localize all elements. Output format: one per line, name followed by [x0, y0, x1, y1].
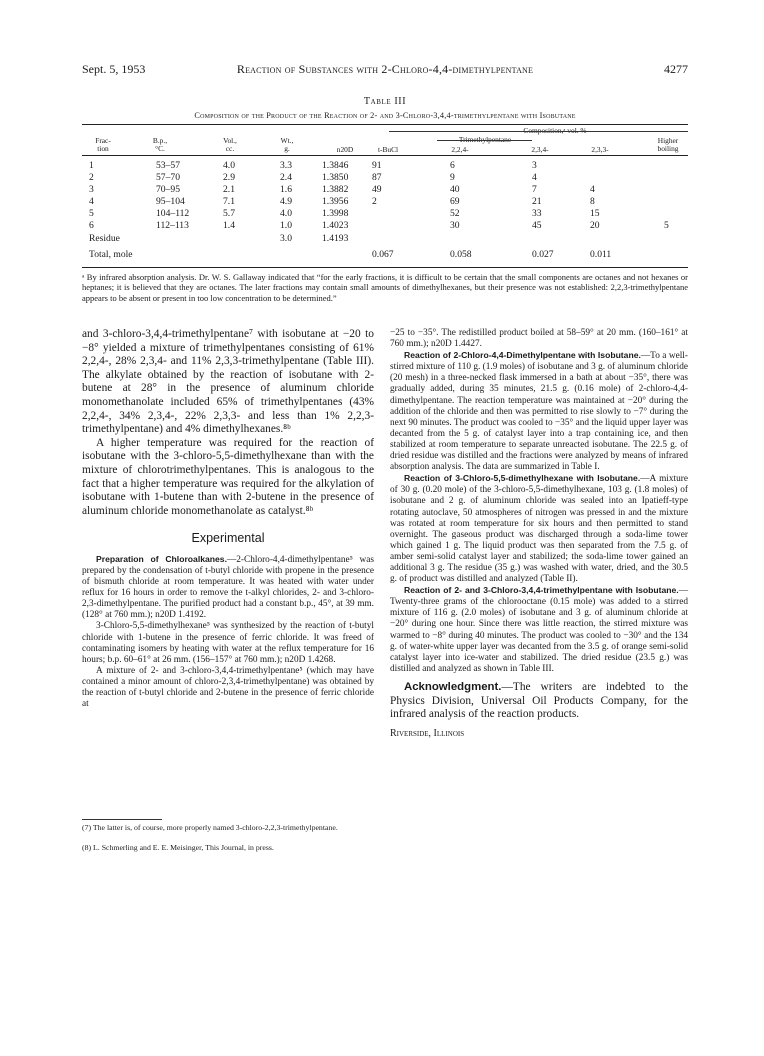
page-number: 4277 [664, 62, 688, 76]
trimethylpentane-rule [437, 140, 532, 141]
footnote-7: (7) The latter is, of course, more properly named 3-chloro-2,2,3-trimethylpentane. [82, 823, 338, 832]
acknowledgment-title: Acknowledgment. [404, 680, 502, 693]
table-cell: 9 [450, 172, 455, 183]
table-cell: 1.3882 [322, 184, 349, 195]
acknowledgment-paragraph [390, 681, 688, 722]
table-cell: Total, mole [89, 249, 133, 260]
header-wt: Wt., g. [280, 136, 294, 153]
table-top-rule [82, 124, 688, 125]
table-cell: 69 [450, 196, 460, 207]
table-cell: 3.3 [280, 160, 292, 171]
right-paragraph-1: −25 to −35°. The redistilled product boiled at 58–59° at 20 mm. (160–161° at 760 mm.); n20D 1.4427. [390, 328, 688, 350]
table-cell: 40 [450, 184, 460, 195]
table-cell: 0.027 [532, 249, 554, 260]
table-cell: 1.3956 [322, 196, 349, 207]
table-cell: 4.9 [280, 196, 292, 207]
table-cell: 5 [664, 220, 669, 231]
table-cell: 20 [590, 220, 600, 231]
table-cell: 5.7 [223, 208, 235, 219]
reaction-3-subhead: Reaction of 2- and 3-Chloro-3,4,4-trimethylpentane with Isobutane. [404, 585, 679, 596]
table-cell: 2.9 [223, 172, 235, 183]
table-cell: 0.058 [450, 249, 472, 260]
table-cell: 0.011 [590, 249, 612, 260]
table-cell: Residue [89, 233, 120, 244]
header-bp: B.p., °C. [152, 136, 168, 153]
table-cell: 4.0 [223, 160, 235, 171]
reaction-2-subhead: Reaction of 3-Chloro-5,5-dimethylhexane with Isobutane. [404, 473, 641, 484]
left-paragraph-2: A higher temperature was required for the reaction of isobutane with the 3-chloro-5,5-dimethylhexane than with the mixture of chlorotrimethylpentanes. This is analogous to the fact that a higher temperature was required for the alkylation of isobutane with 1-butene than with 2-butene in the presence of aluminum chloride monomethanolate as catalyst.⁸ᵇ [82, 436, 374, 517]
running-title: Reaction of Substances with 2-Chloro-4,4-dimethylpentane [236, 62, 534, 76]
header-234: 2,3,4- [531, 145, 549, 154]
reaction-2-paragraph [390, 473, 688, 585]
header-vol: Vol., cc. [223, 136, 237, 153]
reaction-3-paragraph [390, 585, 688, 675]
table-cell: 21 [532, 196, 542, 207]
left-paragraph-1: and 3-chloro-3,4,4-trimethylpentane⁷ with isobutane at −20 to −8° yielded a mixture of trimethylpentanes consisting of 61% 2,2,4-, 28% 2,3,4- and 11% 2,3,3-trimethylpentane (Table III). The alkylate obtained by the reaction of isobutane with 2-butene at 28° in the presence of aluminum chloride monomethanolate included 65% of trimethylpentanes (43% 2,2,4-, 34% 2,3,4-, 22% 2,3,3- and less than 1% 2,2,3-trimethylpentane) and 4% dimethylhexanes.⁸ᵇ [82, 328, 374, 436]
table-caption: Composition of the Product of the Reaction of 2- and 3-Chloro-3,4,4-trimethylpentane with Isobutane [194, 111, 576, 120]
header-224: 2,2,4- [451, 145, 469, 154]
prep-text: —2-Chloro-4,4-dimethylpentane⁵ was prepared by the condensation of t-butyl chloride with propene in the presence of bismuth chloride at room temperature. It was heated with water under reflux for 16 hours in order to remove the t-alkyl chlorides, 2- and 3-chloro-2,3-dimethylpentane. The purified product had a constant b.p., 45°, at 39 mm. (128° at 760 mm.); n20D 1.4192. [82, 554, 374, 621]
table-cell: 15 [590, 208, 600, 219]
table-cell: 8 [590, 196, 595, 207]
issue-date: Sept. 5, 1953 [82, 62, 146, 76]
table-cell: 104–112 [156, 208, 190, 219]
table-cell: 6 [450, 160, 455, 171]
table-cell: 4 [590, 184, 595, 195]
left-column [82, 328, 374, 710]
header-nd: n20D [336, 145, 354, 154]
table-cell: 45 [532, 220, 542, 231]
table-cell: 3 [532, 160, 537, 171]
table-cell: 0.067 [372, 249, 394, 260]
table-cell: 57–70 [156, 172, 180, 183]
table-cell: 7.1 [223, 196, 235, 207]
table-cell: 2 [372, 196, 377, 207]
table-cell: 112–113 [156, 220, 189, 231]
author-location: Riverside, Illinois [390, 727, 465, 739]
header-composition: Composition,ᵃ vol. % [523, 126, 587, 135]
header-higher: Higher boiling [657, 136, 679, 153]
prep-subhead: Preparation of Chloroalkanes. [96, 553, 227, 564]
table-cell: 7 [532, 184, 537, 195]
table-cell: 49 [372, 184, 382, 195]
table-cell: 2.1 [223, 184, 235, 195]
table-cell: 87 [372, 172, 382, 183]
table-footnote: ᵃ By infrared absorption analysis. Dr. W. S. Gallaway indicated that “for the early fractions, it is difficult to be certain that the small components are octanes and not hexanes or heptanes; it is believed that they are octanes. The later fractions may contain small amounts of dimethylhexanes, but their presence was not established: 2,2,3-trimethylpentane appears to be absent or present in too low concentration to be determined.” [82, 272, 688, 303]
table-label: Table III [363, 96, 407, 107]
reaction-3-text: —Twenty-three grams of the chlorooctane (0.15 mole) was added to a stirred mixture of 116 g. (2.0 moles) of isobutane and 3 g. of aluminum chloride at −20° during one hour. Since there was little reaction, the stirred mixture was warmed to −8° during 40 minutes. The product was cooled to −30° and the 134 g. of water-white upper layer was decanted from the 3.5 g. of orange semi-solid catalyst layer into ice-water and stabilized. The dried residue (23.5 g.) was distilled and analyzed as shown in Table III. [390, 586, 688, 674]
table-cell: 4 [89, 196, 94, 207]
header-trimethylpentane: Trimethylpentane [458, 135, 512, 144]
footnote-8: (8) L. Schmerling and E. E. Meisinger, This Journal, in press. [82, 843, 274, 852]
left-paragraph-4: A mixture of 2- and 3-chloro-3,4,4-trimethylpentane⁵ (which may have contained a minor amount of chloro-2,3,4-trimethylpentane) was obtained by the reaction of t-butyl chloride and 2-butene in the presence of ferric chloride at [82, 665, 374, 710]
reaction-1-text: —To a well-stirred mixture of 110 g. (1.9 moles) of isobutane and 3 g. of aluminum chloride (20 mesh) in a three-necked flask immersed in a bath at about −35°, there was gradually added, during 35 minutes, 21.5 g. (0.16 mole) of 2-chloro-4,4-dimethylpentane. The reaction temperature was maintained at −20° during the addition of the chloride and then was permitted to rise slowly to −7° during the next 90 minutes. The product was cooled to −35° and the liquid upper layer was decanted from the 5 g. of catalyst layer into a trap containing ice, and then stabilized at room temperature to separate unreacted isobutane. The 22.5 g. of dried residue was distilled and the fractions were analyzed by means of infrared absorption analysis. The data are summarized in Table I. [390, 351, 688, 473]
table-cell: 1.4023 [322, 220, 349, 231]
acknowledgment-text: —The writers are indebted to the Physics Division, Universal Oil Products Company, for the infrared analysis of the reaction products. [390, 680, 688, 721]
composition-rule [389, 131, 688, 132]
header-tbucl: t-BuCl [377, 145, 399, 154]
table-cell: 5 [89, 208, 94, 219]
table-cell: 3 [89, 184, 94, 195]
table-cell: 1.0 [280, 220, 292, 231]
table-cell: 1 [89, 160, 94, 171]
table-cell: 2.4 [280, 172, 292, 183]
section-title-experimental: Experimental [191, 531, 265, 546]
header-fraction: Frac- tion [95, 136, 111, 153]
table-cell: 33 [532, 208, 542, 219]
table-cell: 91 [372, 160, 382, 171]
reaction-1-paragraph [390, 350, 688, 473]
table-cell: 1.6 [280, 184, 292, 195]
table-cell: 1.3846 [322, 160, 349, 171]
table-cell: 3.0 [280, 233, 292, 244]
table-cell: 70–95 [156, 184, 180, 195]
footnote-rule [82, 819, 162, 820]
table-cell: 1.3850 [322, 172, 349, 183]
table-cell: 95–104 [156, 196, 185, 207]
table-cell: 1.3998 [322, 208, 349, 219]
table-cell: 52 [450, 208, 460, 219]
table-cell: 2 [89, 172, 94, 183]
prep-paragraph [82, 554, 374, 622]
table-cell: 1.4193 [322, 233, 349, 244]
reaction-1-subhead: Reaction of 2-Chloro-4,4-Dimethylpentane with Isobutane. [404, 350, 641, 361]
table-cell: 6 [89, 220, 94, 231]
reaction-2-text: —A mixture of 30 g. (0.20 mole) of the 3-chloro-5,5-dimethylhexane, 103 g. (1.8 moles) of isobutane and 2 g. of aluminum chloride was sealed into an Ipatieff-type rotating autoclave, 50 atmospheres of nitrogen was pressed in and the mixture was rotated at room temperature for six hours and then permitted to stand overnight. The gaseous product was discharged through a soda-lime tower which gained 1 g. The liquid product was then separated from the 7.5 g. of amber semi-solid catalyst layer and stabilized; the soda-lime tower gained an additional 3 g. The residue (35 g.) was washed with water, dried, and the 30.5 g. of product was distilled and analyzed (Table II). [390, 474, 688, 585]
table-cell: 30 [450, 220, 460, 231]
table-cell: 53–57 [156, 160, 180, 171]
table-bottom-rule [82, 267, 688, 268]
table-cell: 4.0 [280, 208, 292, 219]
right-column [390, 328, 688, 739]
header-233: 2,3,3- [591, 145, 609, 154]
table-cell: 1.4 [223, 220, 235, 231]
table-header-rule [82, 155, 688, 156]
table-cell: 4 [532, 172, 537, 183]
left-paragraph-3: 3-Chloro-5,5-dimethylhexane⁵ was synthesized by the reaction of t-butyl chloride with 1-butene in the presence of ferric chloride. It was freed of contaminating isomers by heating with water at the reflux temperature for 16 hours; b.p. 60–61° at 26 mm. (156–157° at 760 mm.); n20D 1.4268. [82, 621, 374, 665]
